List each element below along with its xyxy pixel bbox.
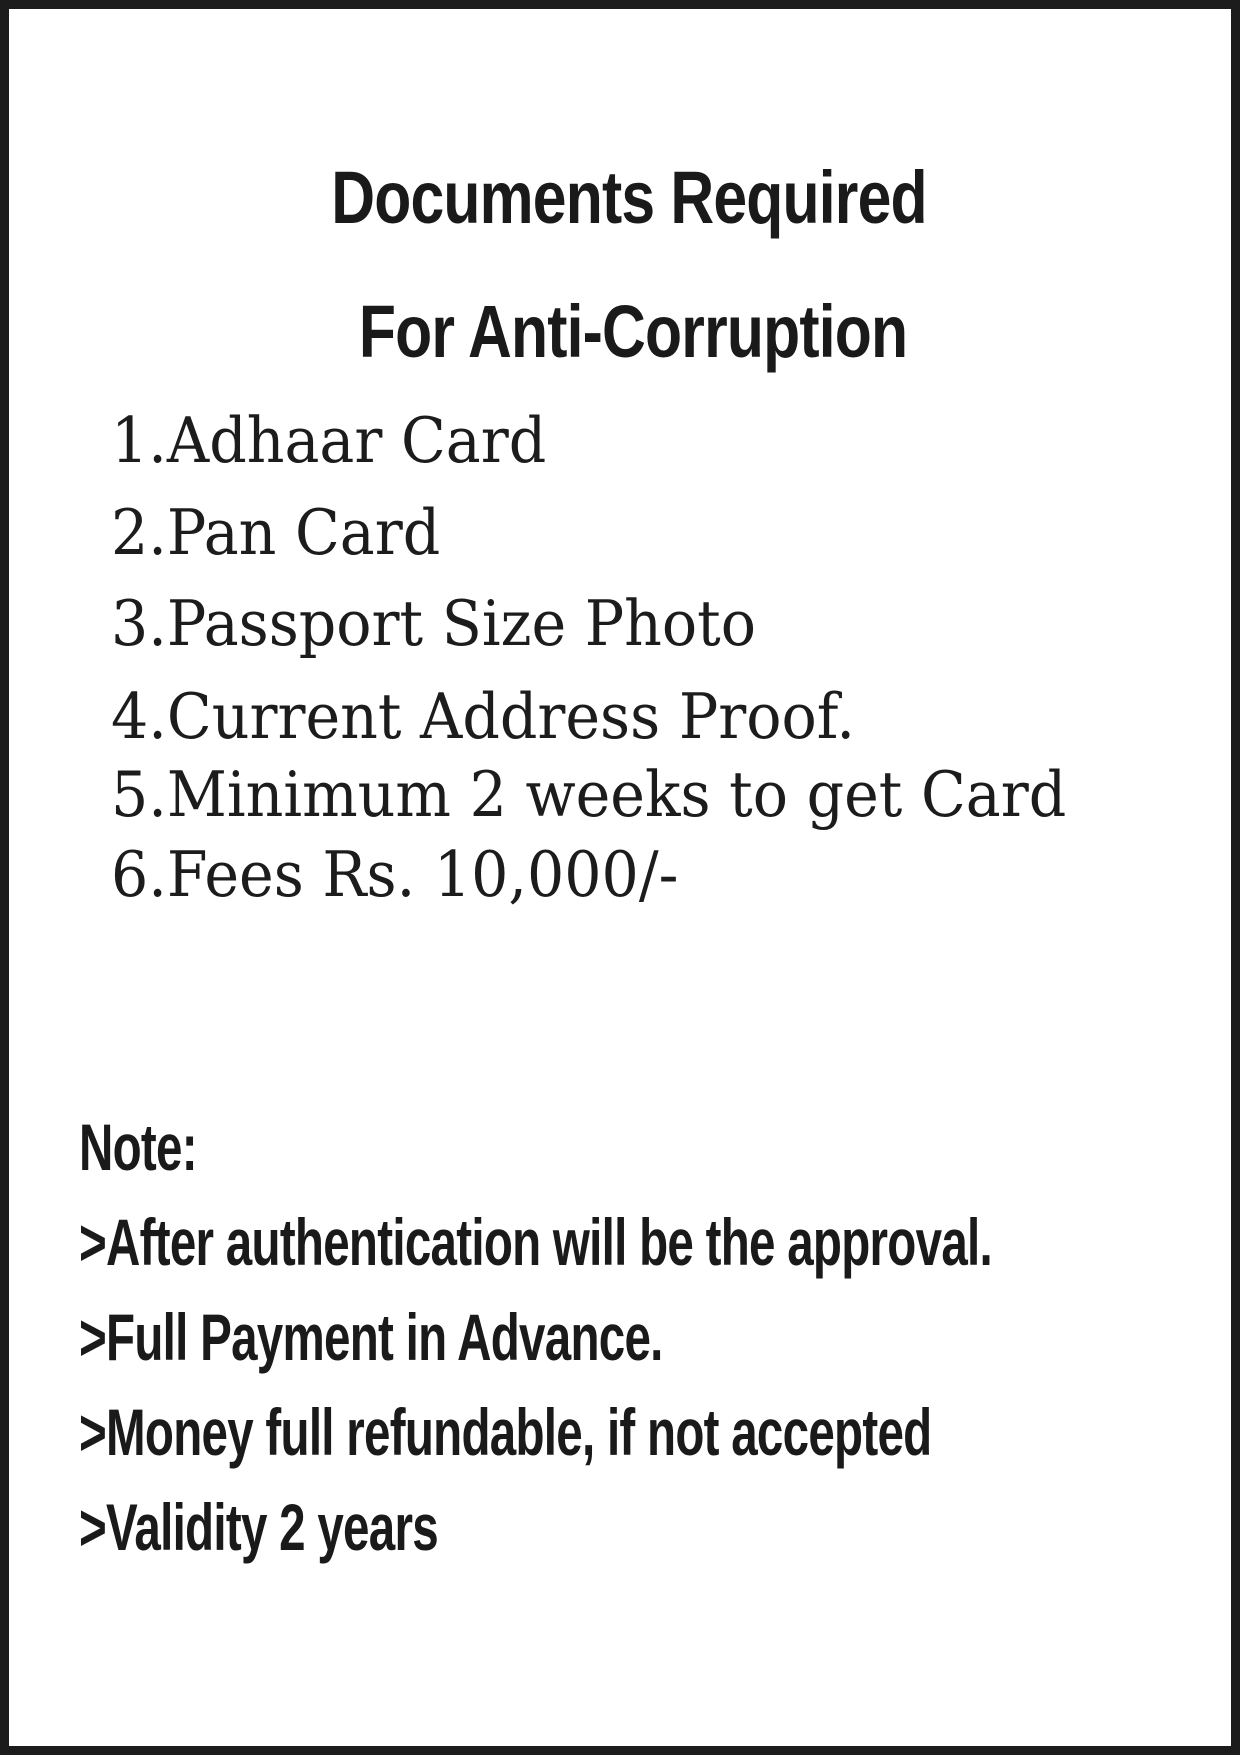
note-item-4: >Validity 2 years — [79, 1490, 438, 1564]
document-item-6: 6.Fees Rs. 10,000/- — [111, 838, 679, 911]
document-item-1: 1.Adhaar Card — [111, 404, 547, 477]
document-item-3: 3.Passport Size Photo — [111, 587, 757, 660]
note-item-3: >Money full refundable, if not accepted — [79, 1395, 932, 1469]
list-item — [111, 401, 1066, 493]
title-line-2: For Anti-Corruption — [358, 290, 908, 373]
page-title — [121, 131, 1138, 399]
list-item — [111, 493, 1066, 584]
list-item — [111, 584, 1066, 677]
document-item-4: 4.Current Address Proof. — [111, 680, 856, 753]
document-item-5: 5.Minimum 2 weeks to get Card — [111, 758, 1067, 831]
list-item — [111, 755, 1066, 835]
list-item — [111, 835, 1066, 915]
note-item-1: >After authentication will be the approval. — [79, 1205, 992, 1279]
document-item-2: 2.Pan Card — [111, 496, 441, 569]
documents-list — [111, 401, 1066, 915]
note-item-2: >Full Payment in Advance. — [79, 1300, 663, 1374]
list-item — [111, 677, 1066, 755]
note-heading: Note: — [79, 1110, 197, 1184]
note-section — [79, 1099, 992, 1574]
title-line-1: Documents Required — [331, 156, 927, 239]
